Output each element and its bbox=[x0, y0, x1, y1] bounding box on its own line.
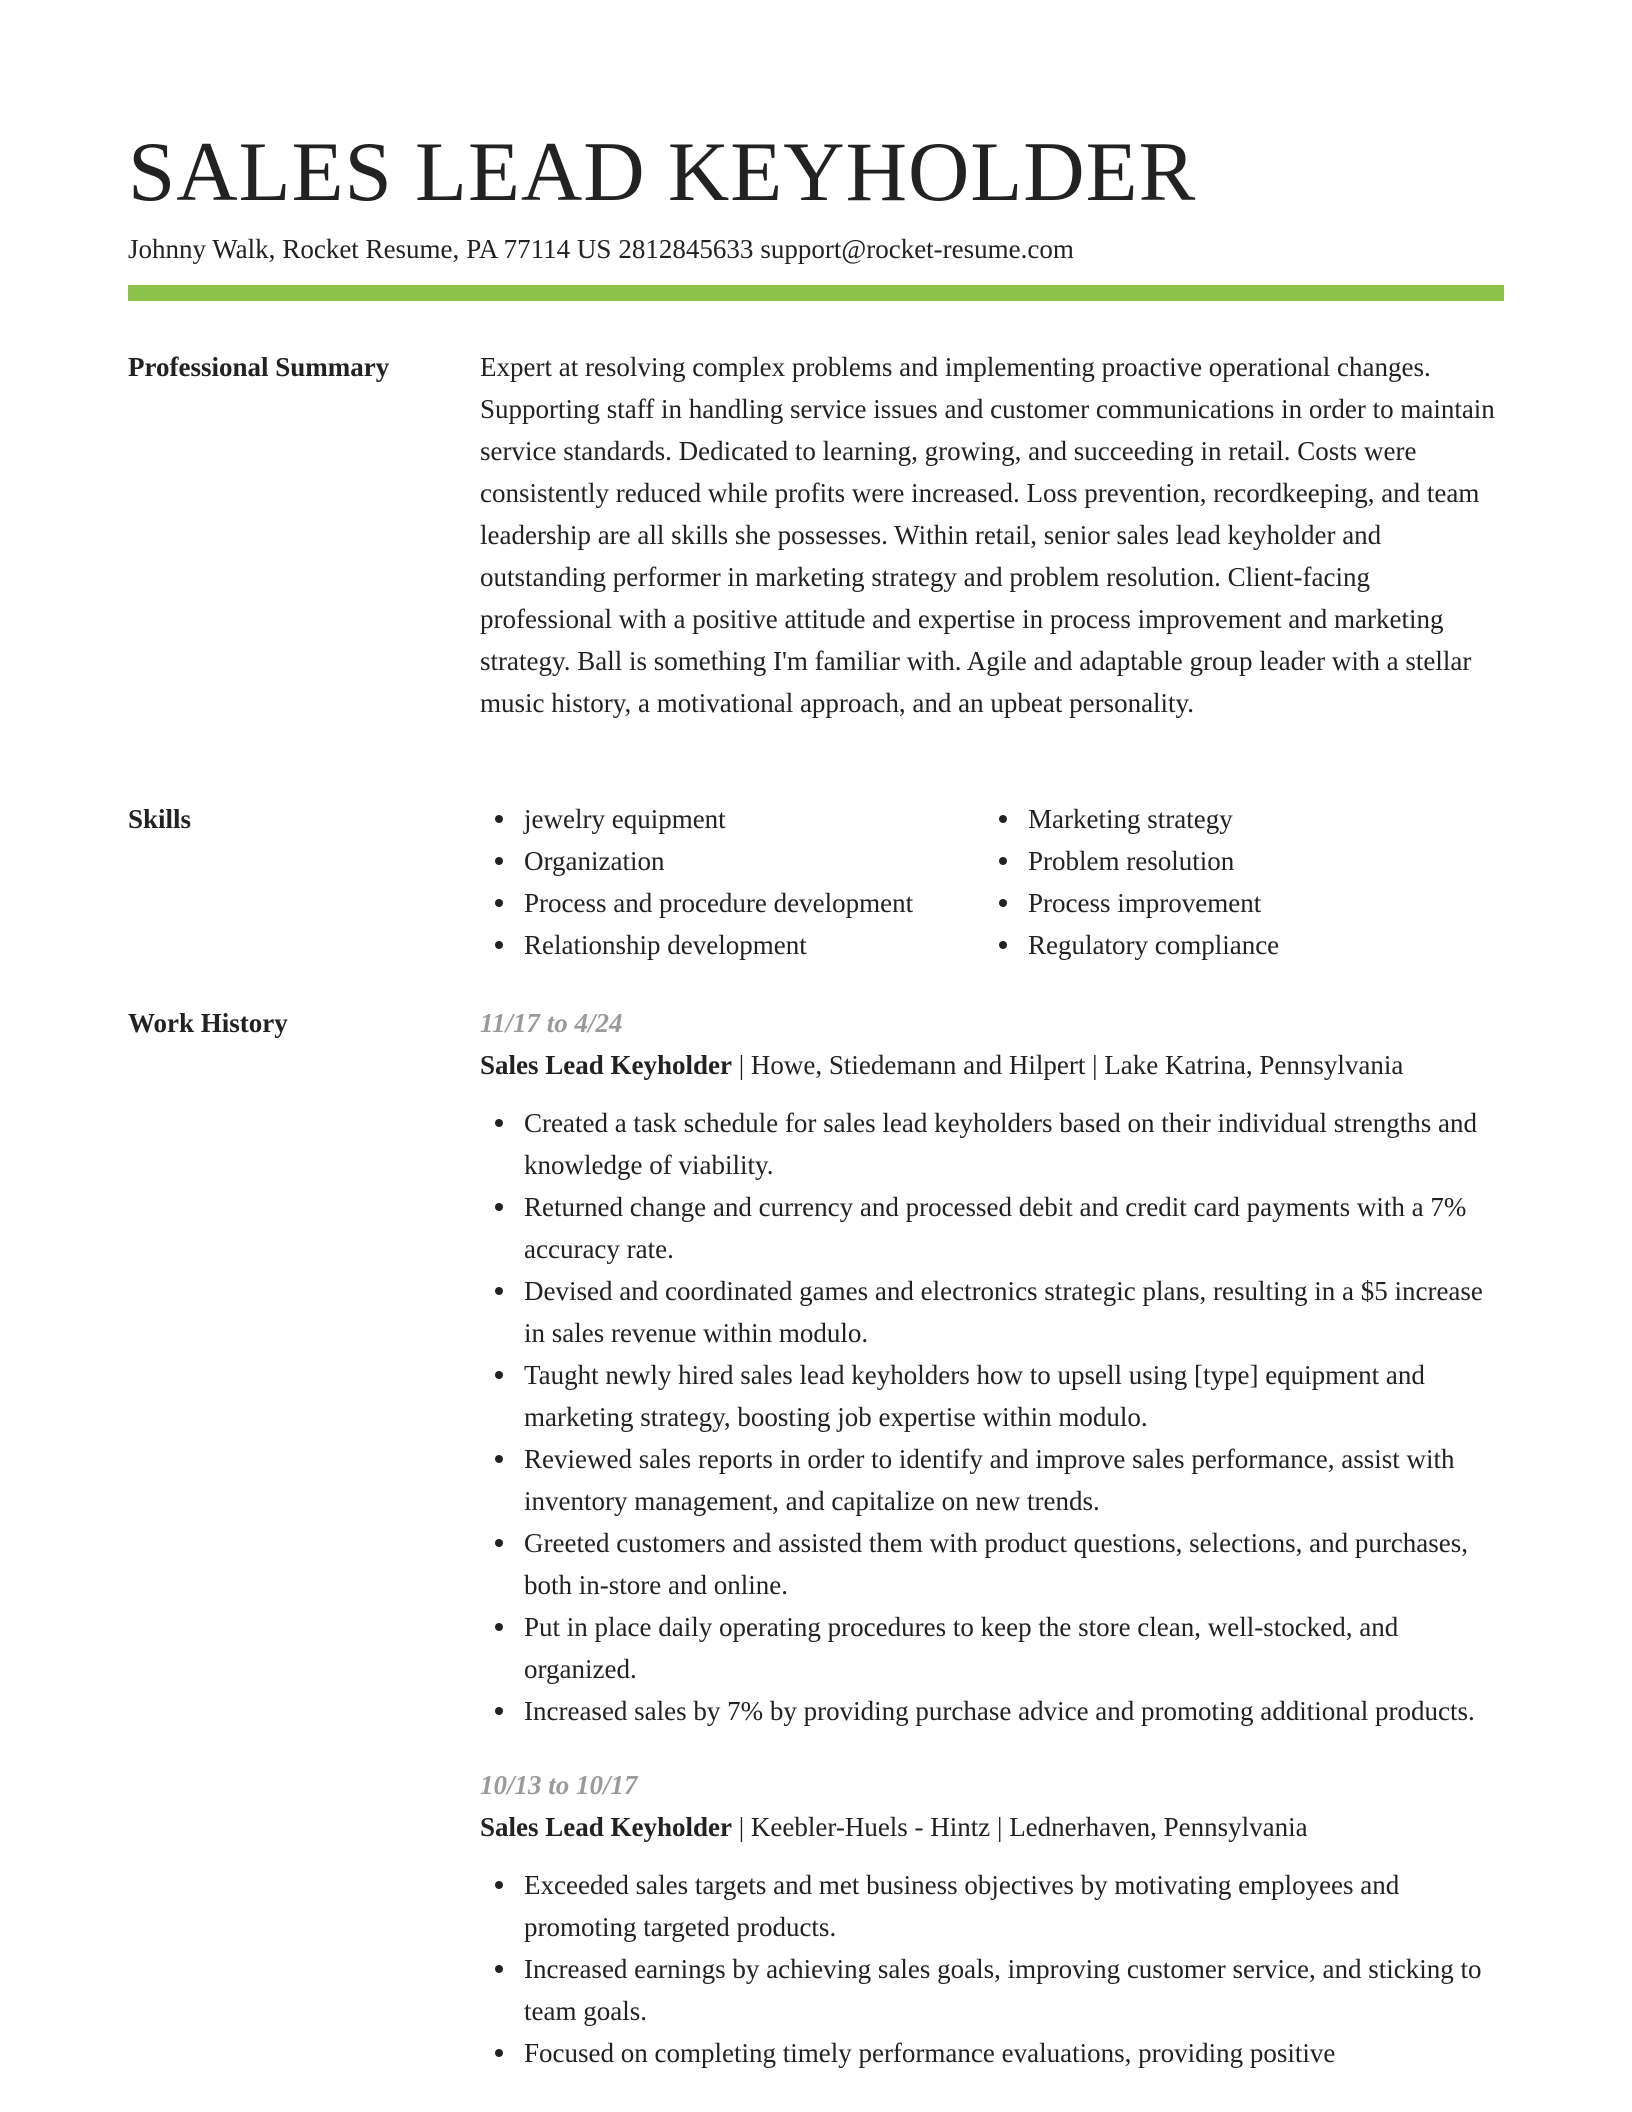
skills-heading: Skills bbox=[128, 804, 192, 834]
contact-line bbox=[128, 232, 1074, 266]
job-bullet: Reviewed sales reports in order to identify and improve sales performance, assist with inventory management, and capitalize on new trends. bbox=[480, 1438, 1504, 1522]
job-header bbox=[480, 1806, 1504, 1848]
skill-item: Regulatory compliance bbox=[984, 924, 1488, 966]
job-title: Sales Lead Keyholder bbox=[480, 1050, 733, 1080]
contact-email[interactable]: support@rocket-resume.com bbox=[760, 234, 1074, 264]
job-bullet: Put in place daily operating procedures to keep the store clean, well-stocked, and organized. bbox=[480, 1606, 1504, 1690]
skill-item: Process improvement bbox=[984, 882, 1488, 924]
job-bullet: Devised and coordinated games and electronics strategic plans, resulting in a $5 increase in sales revenue within modulo. bbox=[480, 1270, 1504, 1354]
job-bullet: Exceeded sales targets and met business objectives by motivating employees and promoting targeted products. bbox=[480, 1864, 1504, 1948]
job-bullet: Increased sales by 7% by providing purchase advice and promoting additional products. bbox=[480, 1690, 1504, 1732]
resume-title: SALES LEAD KEYHOLDER bbox=[128, 125, 1197, 219]
skill-item: Marketing strategy bbox=[984, 798, 1488, 840]
job-date: 10/13 to 10/17 bbox=[480, 1770, 638, 1800]
skill-item: jewelry equipment bbox=[480, 798, 984, 840]
job-header bbox=[480, 1044, 1504, 1086]
job-bullets bbox=[480, 1864, 1504, 2074]
job-title: Sales Lead Keyholder bbox=[480, 1812, 733, 1842]
skills-left-column bbox=[480, 798, 984, 966]
job-details: | Howe, Stiedemann and Hilpert | Lake Katrina, Pennsylvania bbox=[732, 1050, 1404, 1080]
work-heading: Work History bbox=[128, 1008, 288, 1038]
skills-columns bbox=[480, 798, 1504, 966]
job-bullet: Created a task schedule for sales lead keyholders based on their individual strengths and knowledge of viability. bbox=[480, 1102, 1504, 1186]
header-divider bbox=[128, 285, 1504, 301]
job-bullets bbox=[480, 1102, 1504, 1732]
job-entry bbox=[480, 1002, 1504, 1732]
summary-text: Expert at resolving complex problems and implementing proactive operational changes. Supporting staff in handling service issues and customer communications in order to maintain service standards. Dedicated to learning, growing, and succeeding in retail. Costs were consistently reduced while profits were increased. Loss prevention, recordkeeping, and team leadership are all skills she possesses. Within retail, senior sales lead keyholder and outstanding performer in marketing strategy and problem resolution. Client-facing professional with a positive attitude and expertise in process improvement and marketing strategy. Ball is something I'm familiar with. Agile and adaptable group leader with a stellar music history, a motivational approach, and an upbeat personality. bbox=[480, 352, 1495, 718]
job-bullet: Increased earnings by achieving sales goals, improving customer service, and sticking to team goals. bbox=[480, 1948, 1504, 2032]
work-body bbox=[480, 1002, 1504, 2074]
summary-heading: Professional Summary bbox=[128, 352, 390, 382]
contact-phone: 2812845633 bbox=[618, 234, 754, 264]
contact-name: Johnny Walk, bbox=[128, 234, 276, 264]
job-bullet: Returned change and currency and processed debit and credit card payments with a 7% accuracy rate. bbox=[480, 1186, 1504, 1270]
skill-item: Relationship development bbox=[480, 924, 984, 966]
job-bullet: Taught newly hired sales lead keyholders how to upsell using [type] equipment and marketing strategy, boosting job expertise within modulo. bbox=[480, 1354, 1504, 1438]
contact-company: Rocket Resume, bbox=[282, 234, 460, 264]
job-entry bbox=[480, 1764, 1504, 2074]
job-details: | Keebler-Huels - Hintz | Lednerhaven, Pennsylvania bbox=[732, 1812, 1308, 1842]
summary-body bbox=[480, 346, 1504, 724]
job-bullet: Greeted customers and assisted them with product questions, selections, and purchases, both in-store and online. bbox=[480, 1522, 1504, 1606]
skill-item: Organization bbox=[480, 840, 984, 882]
contact-location: PA 77114 US bbox=[466, 234, 612, 264]
skill-item: Problem resolution bbox=[984, 840, 1488, 882]
skills-right-column bbox=[984, 798, 1488, 966]
skill-item: Process and procedure development bbox=[480, 882, 984, 924]
skills-body bbox=[480, 798, 1504, 966]
job-date: 11/17 to 4/24 bbox=[480, 1008, 623, 1038]
job-bullet: Focused on completing timely performance evaluations, providing positive bbox=[480, 2032, 1504, 2074]
